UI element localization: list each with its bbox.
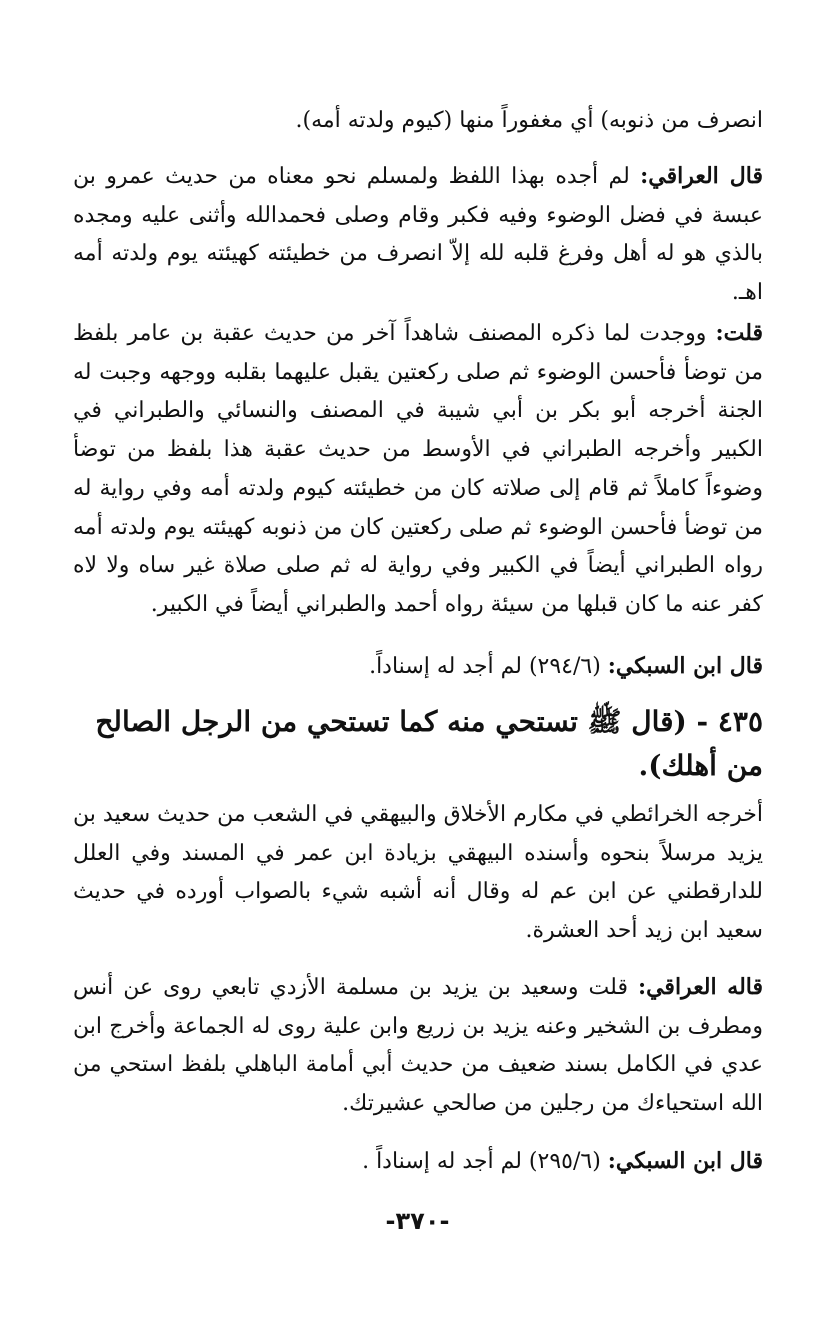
- paragraph-text: ووجدت لما ذكره المصنف شاهداً آخر من حديث عقبة بن عامر بلفظ من توضأ فأحسن الوضوء ثم صلى ركعتين يقبل عليهما بقلبه ووجهه وجبت له الجنة أخرجه أبو بكر بن أبي شيبة في المصنف والنسائي والطبراني في الكبير وأخرجه الطبراني في الأوسط من حديث عقبة هذا بلفظ من توضأ وضوءاً كاملاً ثم قام إلى صلاته كان من خطيئته كيوم ولدته أمه وفي رواية له من توضأ فأحسن الوضوء ثم صلى ركعتين كان من ذنوبه كهيئته يوم ولدته أمه رواه الطبراني أيضاً في الكبير وفي رواية له ثم صلى صلاة غير ساه ولا لاه كفر عنه ما كان قبلها من سيئة رواه أحمد والطبراني أيضاً في الكبير.: [73, 321, 763, 617]
- speaker-label: قلت:: [715, 320, 763, 346]
- paragraph-subki-note-2: [73, 1142, 763, 1182]
- paragraph-text: لم أجده بهذا اللفظ ولمسلم نحو معناه من حديث عمرو بن عبسة في فضل الوضوء وفيه فكبر وقام وصلى فحمدالله وأثنى عليه ومجده بالذي هو له أهل وفرغ قلبه لله إلاّ انصرف من خطيئته كهيئته يوم ولدته أمه اهـ.: [73, 164, 763, 306]
- speaker-label: قال ابن السبكي:: [607, 1148, 763, 1174]
- paragraph-text: أخرجه الخرائطي في مكارم الأخلاق والبيهقي في الشعب من حديث سعيد بن يزيد مرسلاً بنحوه وأسنده البيهقي بزيادة ابن عمر في المسند وفي العلل للدارقطني عن ابن عم له وقال أنه أشبه شيء بالصواب أورده في حديث سعيد ابن زيد أحد العشرة.: [73, 802, 763, 944]
- paragraph-author-note: [73, 314, 763, 625]
- paragraph-text: انصرف من ذنوبه) أي مغفوراً منها (كيوم ولدته أمه).: [295, 108, 763, 133]
- paragraph-iraqi-comment-2: [73, 968, 763, 1124]
- speaker-label: قال ابن السبكي:: [607, 653, 763, 679]
- hadith-heading: ٤٣٥ - (قال ﷺ تستحي منه كما تستحي من الرجل الصالح من أهلك).: [95, 705, 763, 782]
- paragraph-iraqi-comment: [73, 157, 763, 313]
- speaker-label: قاله العراقي:: [637, 974, 764, 1000]
- paragraph-subki-note: [73, 647, 763, 687]
- paragraph-text: قلت وسعيد بن يزيد بن مسلمة الأزدي تابعي روى عن أنس ومطرف بن الشخير وعنه يزيد بن زريع وابن علية روى له الجماعة وأخرج ابن عدي في الكامل بسند ضعيف من حديث أبي أمامة الباهلي بلفظ استحي من الله استحياءك من رجلين من صالحي عشيرتك.: [73, 975, 763, 1117]
- speaker-label: قال العراقي:: [640, 163, 763, 189]
- paragraph-hadith-ending: [73, 102, 763, 141]
- paragraph-text: (٢٩٥/٦) لم أجد له إسناداً .: [362, 1149, 608, 1174]
- paragraph-text: (٢٩٤/٦) لم أجد له إسناداً.: [369, 654, 608, 679]
- page-number: -٣٧٠-: [385, 1207, 450, 1235]
- paragraph-takhrij: [73, 796, 763, 951]
